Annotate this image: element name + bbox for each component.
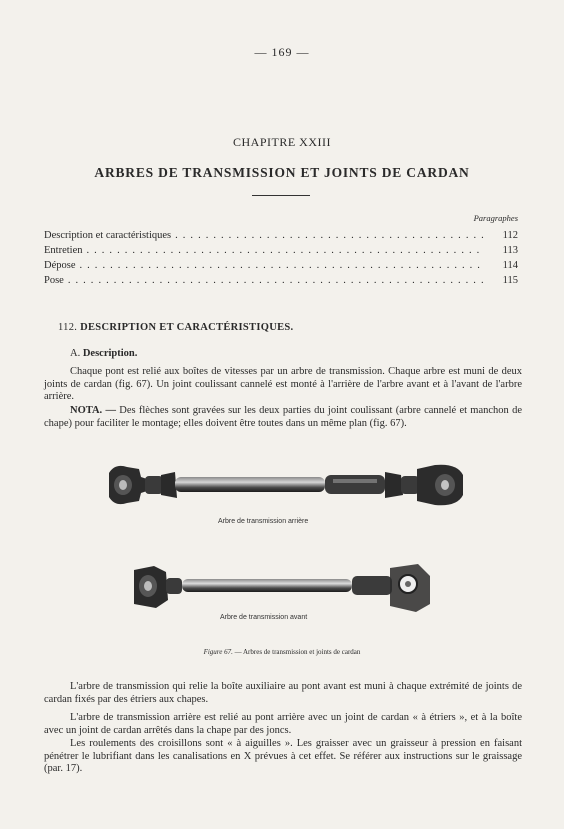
title-divider bbox=[252, 195, 310, 196]
left-yoke-icon bbox=[109, 466, 177, 504]
front-shaft-photo bbox=[132, 560, 432, 616]
toc-entry-label: Pose bbox=[44, 275, 64, 286]
section-heading bbox=[58, 322, 293, 333]
toc-entry-label: Description et caractéristiques bbox=[44, 230, 172, 241]
page-number: — 169 — bbox=[254, 45, 310, 59]
toc-entry bbox=[44, 275, 518, 290]
shaft-tube bbox=[175, 477, 325, 492]
toc-entry-number: 113 bbox=[502, 245, 518, 256]
toc-leader bbox=[80, 260, 485, 271]
body-paragraph: L'arbre de transmission qui relie la boîte auxiliaire au pont avant est muni à chaque extrémité de joints de cardan fixés par des étriers aux chapes. bbox=[44, 681, 522, 705]
nota-text: Des flèches sont gravées sur les deux parties du joint coulissant (arbre cannelé et manchon de chape) pour faciliter le montage; elles doivent être toutes dans un même plan (fig. 67). bbox=[44, 405, 522, 429]
toc-entry-number: 112 bbox=[502, 230, 518, 241]
toc-entry bbox=[44, 245, 518, 260]
figure-caption bbox=[0, 648, 564, 656]
section-title: DESCRIPTION ET CARACTÉRISTIQUES. bbox=[80, 322, 294, 333]
shaft-tube bbox=[182, 579, 352, 592]
toc-leader bbox=[86, 245, 484, 256]
nota-paragraph bbox=[44, 405, 522, 430]
toc-entry-number: 114 bbox=[502, 260, 518, 271]
right-yoke-icon bbox=[385, 465, 463, 506]
figure-label: Figure 67. bbox=[203, 648, 233, 656]
toc-header: Paragraphes bbox=[473, 213, 518, 223]
subsection-heading bbox=[70, 348, 137, 359]
page-title: ARBRES DE TRANSMISSION ET JOINTS DE CARDAN bbox=[94, 165, 470, 180]
toc-entry bbox=[44, 230, 518, 245]
slip-sleeve bbox=[325, 475, 385, 494]
toc-leader bbox=[68, 275, 484, 286]
left-yoke-icon bbox=[134, 566, 182, 608]
toc-entry-number: 115 bbox=[502, 275, 518, 286]
slip-sleeve bbox=[352, 576, 392, 595]
nota-label: NOTA. — bbox=[70, 405, 116, 416]
rear-shaft-caption: Arbre de transmission arrière bbox=[218, 518, 309, 525]
right-yoke-icon bbox=[390, 564, 430, 612]
toc-entry bbox=[44, 260, 518, 275]
rear-shaft-photo bbox=[105, 455, 467, 515]
figure-caption-text: — Arbres de transmission et joints de cardan bbox=[232, 648, 361, 656]
body-paragraph: L'arbre de transmission arrière est relié au pont arrière avec un joint de cardan « à étriers », et à la boîte avec un joint de cardan arrêtés dans la chape par des joncs. bbox=[44, 712, 522, 736]
subsection-letter: A. bbox=[70, 348, 81, 359]
toc-leader bbox=[175, 230, 484, 241]
toc-entry-label: Entretien bbox=[44, 245, 83, 256]
subsection-title: Description. bbox=[82, 348, 138, 359]
description-paragraph: Chaque pont est relié aux boîtes de vitesses par un arbre de transmission. Chaque arbre est muni de deux joints de cardan (fig. 67). Un joint coulissant cannelé est monté à l'arrière de l'arbre avant et à l'avant de l'arbre arrière. bbox=[44, 366, 522, 402]
front-shaft-caption: Arbre de transmission avant bbox=[220, 614, 308, 621]
section-number: 112. bbox=[58, 322, 78, 333]
chapter-heading: CHAPITRE XXIII bbox=[233, 135, 331, 149]
toc-entry-label: Dépose bbox=[44, 260, 76, 271]
body-paragraph: Les roulements des croisillons sont « à aiguilles ». Les graisser avec un graisseur à pression en faisant pénétrer le lubrifiant dans les canalisations en X prévues à cet effet. Se référer aux instructions sur le graissage (par. 17). bbox=[44, 738, 522, 774]
table-of-contents bbox=[44, 230, 518, 290]
